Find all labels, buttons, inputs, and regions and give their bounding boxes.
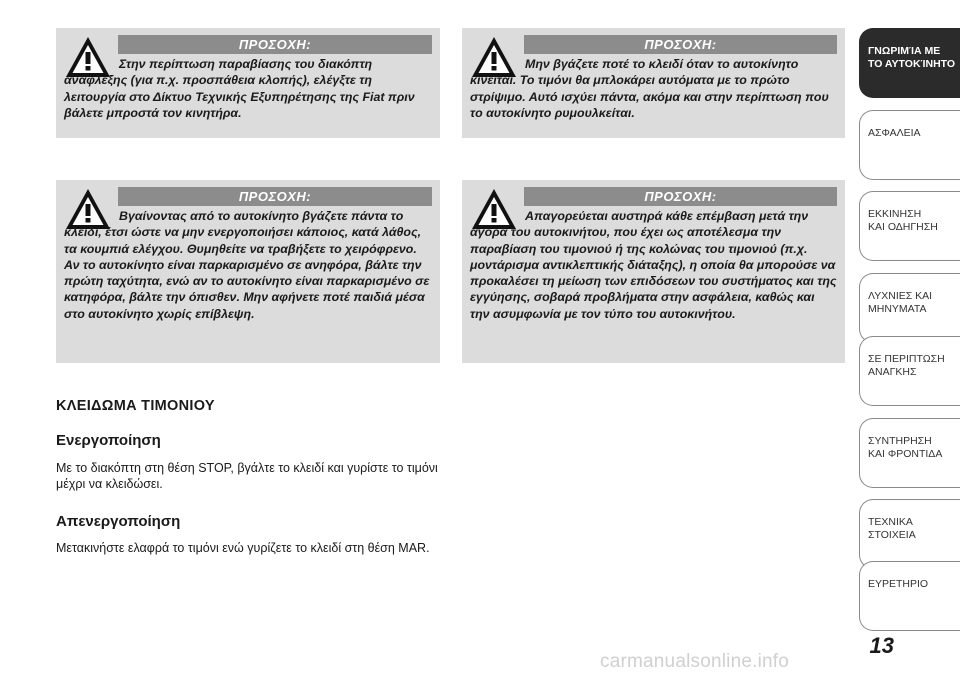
warning-text: Στην περίπτωση παραβίασης του διακόπτη ανάφλεξης (για π.χ. προσπάθεια κλοπής), ελέγξτε τη λειτουργία στο Δίκτυο Τεχνικής Εξυπηρέτησης της Fiat πριν βάλετε μπροστά τον κινητήρα. [64, 57, 415, 120]
deactivation-heading: Απενεργοποίηση [56, 513, 181, 530]
tab-maintenance[interactable]: ΣΥΝΤΗΡΗΣΗ ΚΑΙ ΦΡΟΝΤΙΔΑ [859, 418, 960, 488]
tab-index[interactable]: ΕΥΡΕΤΗΡΙΟ [859, 561, 960, 631]
warning-text: Απαγορεύεται αυστηρά κάθε επέμβαση μετά την αγορά του αυτοκινήτου, που έχει ως αποτέλεσμα την παραβίαση του τιμονιού ή της κολώνας του τιμονιού (π.χ. μοντάρισμα αντικλεπτικής διάταξης), η οποία θα μπορούσε να προκαλέσει τη μείωση των επιδόσεων του συστήματος και της εγγύησης, σοβαρά προβλήματα στην ασφάλεια, καθώς και την ασυμφωνία με τον τύπο του αυτοκινήτου. [470, 209, 837, 321]
warning-title: ΠΡΟΣΟΧΗ: [118, 187, 432, 206]
watermark: carmanualsonline.info [600, 651, 790, 672]
warning-box-tampering [462, 180, 845, 363]
tab-lights-messages[interactable]: ΛΥΧΝΙΕΣ ΚΑΙ ΜΗΝΥΜΑΤΑ [859, 273, 960, 343]
warning-box-ignition [56, 28, 440, 138]
warning-title: ΠΡΟΣΟΧΗ: [524, 35, 837, 54]
activation-text: Με το διακόπτη στη θέση STOP, βγάλτε το κλειδί και γυρίστε το τιμόνι μέχρι να κλειδώσει. [56, 461, 438, 491]
warning-title: ΠΡΟΣΟΧΗ: [524, 187, 837, 206]
tab-technical-data[interactable]: ΤΕΧΝΙΚΑ ΣΤΟΙΧΕΙΑ [859, 499, 960, 569]
deactivation-text: Μετακινήστε ελαφρά το τιμόνι ενώ γυρίζετε το κλειδί στη θέση MAR. [56, 541, 430, 555]
warning-title: ΠΡΟΣΟΧΗ: [118, 35, 432, 54]
warning-box-key-removal [462, 28, 845, 138]
section-title: ΚΛΕΙΔΩΜΑ ΤΙΜΟΝΙΟΥ [56, 398, 215, 414]
warning-text: Μην βγάζετε ποτέ το κλειδί όταν το αυτοκίνητο κινείται. Το τιμόνι θα μπλοκάρει αυτόματα με το πρώτο στρίψιμο. Αυτό ισχύει πάντα, ακόμα και στην περίπτωση που το αυτοκίνητο ρυμουλκείται. [470, 57, 829, 120]
tab-emergency[interactable]: ΣΕ ΠΕΡΙΠΤΩΣΗ ΑΝΑΓΚΗΣ [859, 336, 960, 406]
warning-text: Βγαίνοντας από το αυτοκίνητο βγάζετε πάντα το κλειδί, έτσι ώστε να μην ενεργοποιήσει κάποιος, κατά λάθος, τα κουμπιά ελέγχου. Θυμηθείτε να τραβήξετε το χειρόφρενο. Αν το αυτοκίνητο είναι παρκαρισμένο σε ανηφόρα, βάλτε την πρώτη ταχύτητα, ενώ αν το αυτοκίνητο είναι παρκαρισμένο σε κατηφόρα, βάλτε την όπισθεν. Μην αφήνετε ποτέ παιδιά μέσα στο αυτοκίνητο χωρίς επίβλεψη. [64, 209, 430, 321]
tab-starting-driving[interactable]: ΕΚΚΙΝΗΣΗ ΚΑΙ ΟΔΗΓΗΣΗ [859, 191, 960, 261]
activation-heading: Ενεργοποίηση [56, 432, 161, 449]
tab-safety[interactable]: ΑΣΦΑΛΕΙΑ [859, 110, 960, 180]
page-number: 13 [869, 633, 894, 658]
warning-box-leaving-vehicle [56, 180, 440, 363]
tab-getting-to-know[interactable]: ΓΝΩΡΙΜΊΑ ΜΕ ΤΟ ΑΥΤΟΚΊΝΗΤΟ [859, 28, 960, 98]
